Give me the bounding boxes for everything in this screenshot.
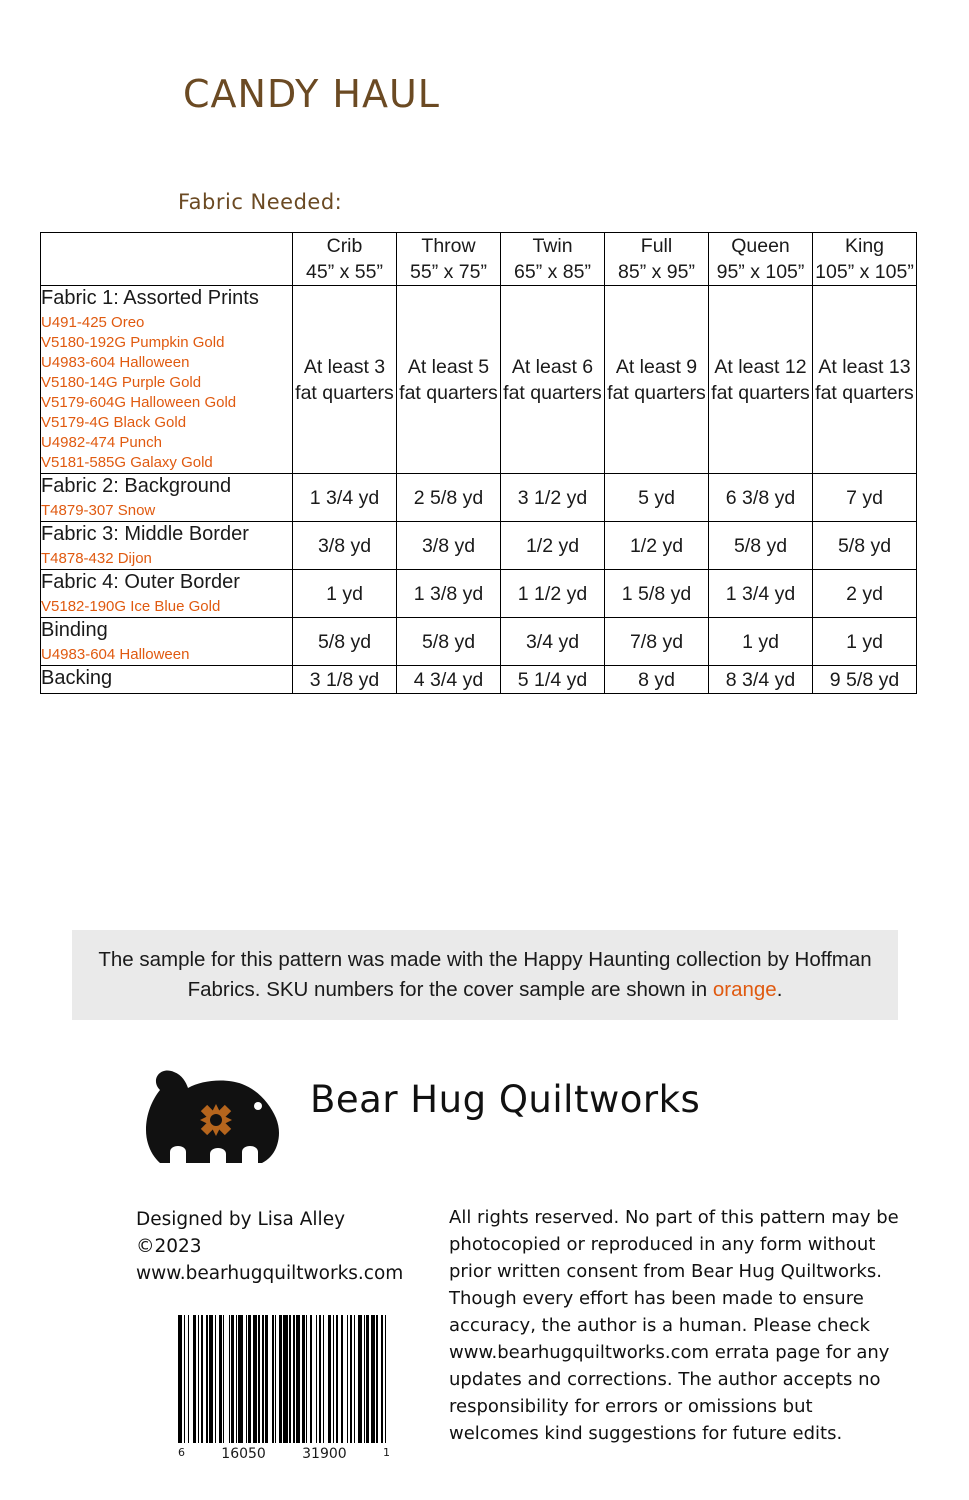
- cell-fabric2-throw: 2 5/8 yd: [397, 474, 501, 522]
- cell-binding-full: 7/8 yd: [605, 618, 709, 666]
- size-name: Crib: [326, 235, 363, 257]
- table-row: [41, 474, 917, 522]
- row-label-fabric-3: [41, 522, 293, 570]
- cell-fabric1-throw: At least 5 fat quarters: [397, 286, 501, 474]
- sku-line: T4879-307 Snow: [41, 502, 156, 519]
- cell-fabric2-queen: 6 3/8 yd: [709, 474, 813, 522]
- brand-name: Bear Hug Quiltworks: [310, 1078, 701, 1121]
- barcode-group-1: 16050: [221, 1446, 266, 1462]
- note-highlight: orange: [712, 978, 777, 1001]
- sample-note-box: [72, 930, 898, 1020]
- table-header-queen: [709, 233, 813, 286]
- cell-fabric1-full: At least 9 fat quarters: [605, 286, 709, 474]
- row-label-text: Fabric 2: Background: [41, 475, 232, 497]
- cell-fabric1-twin: At least 6 fat quarters: [501, 286, 605, 474]
- cell-fabric4-full: 1 5/8 yd: [605, 570, 709, 618]
- cell-backing-queen: 8 3/4 yd: [709, 666, 813, 694]
- barcode-right-digit: 1: [382, 1446, 390, 1459]
- cell-binding-king: 1 yd: [813, 618, 917, 666]
- barcode: [178, 1315, 390, 1462]
- size-dims: 65” x 85”: [514, 261, 591, 283]
- designer-line: Designed by Lisa Alley: [136, 1209, 346, 1230]
- sku-line: U4983-604 Halloween: [41, 354, 190, 371]
- table-header-blank: [41, 233, 293, 286]
- table-header-row: [41, 233, 917, 286]
- size-name: Queen: [731, 235, 790, 257]
- bear-logo-icon: [130, 1060, 300, 1170]
- cell-fabric4-crib: 1 yd: [293, 570, 397, 618]
- note-text-before: The sample for this pattern was made with the Happy Haunting collection by Hoffman Fabrics. SKU numbers for the cover sample are shown in: [98, 948, 872, 1001]
- note-text-after: .: [776, 978, 783, 1001]
- sample-note-text: [72, 945, 898, 1005]
- cell-fabric3-crib: 3/8 yd: [293, 522, 397, 570]
- row-label-fabric-2: [41, 474, 293, 522]
- cell-fabric3-queen: 5/8 yd: [709, 522, 813, 570]
- size-dims: 55” x 75”: [410, 261, 487, 283]
- cell-fabric3-twin: 1/2 yd: [501, 522, 605, 570]
- size-name: Twin: [532, 235, 573, 257]
- cell-fabric4-twin: 1 1/2 yd: [501, 570, 605, 618]
- cell-binding-twin: 3/4 yd: [501, 618, 605, 666]
- copyright-line: ©2023: [136, 1236, 202, 1257]
- cell-fabric2-king: 7 yd: [813, 474, 917, 522]
- size-dims: 85” x 95”: [618, 261, 695, 283]
- barcode-left-digit: 6: [178, 1446, 185, 1459]
- sku-line: V5180-14G Purple Gold: [41, 374, 202, 391]
- table-row: [41, 618, 917, 666]
- cell-fabric2-crib: 1 3/4 yd: [293, 474, 397, 522]
- size-dims: 45” x 55”: [306, 261, 383, 283]
- sku-line: T4878-432 Dijon: [41, 550, 152, 567]
- sku-line: V5182-190G Ice Blue Gold: [41, 598, 221, 615]
- cell-fabric4-queen: 1 3/4 yd: [709, 570, 813, 618]
- cell-fabric4-king: 2 yd: [813, 570, 917, 618]
- size-dims: 95” x 105”: [716, 261, 805, 283]
- sku-line: V5179-4G Black Gold: [41, 414, 187, 431]
- row-label-backing: [41, 666, 293, 694]
- table-header-king: [813, 233, 917, 286]
- cell-fabric3-full: 1/2 yd: [605, 522, 709, 570]
- table-header-twin: [501, 233, 605, 286]
- sku-line: U4983-604 Halloween: [41, 646, 190, 663]
- table-row: [41, 286, 917, 474]
- table-header-full: [605, 233, 709, 286]
- row-label-fabric-4: [41, 570, 293, 618]
- row-label-text: Backing: [41, 667, 113, 689]
- table-row: [41, 666, 917, 694]
- sku-line: V5180-192G Pumpkin Gold: [41, 334, 225, 351]
- page-title: CANDY HAUL: [183, 72, 440, 116]
- brand-logo-row: [130, 1060, 830, 1170]
- row-label-binding: [41, 618, 293, 666]
- size-dims: 105” x 105”: [815, 261, 914, 283]
- cell-backing-king: 9 5/8 yd: [813, 666, 917, 694]
- cell-fabric1-king: At least 13 fat quarters: [813, 286, 917, 474]
- cell-fabric3-throw: 3/8 yd: [397, 522, 501, 570]
- sku-line: V5179-604G Halloween Gold: [41, 394, 237, 411]
- section-subtitle: Fabric Needed:: [178, 190, 343, 214]
- sku-line: U4982-474 Punch: [41, 434, 162, 451]
- cell-binding-queen: 1 yd: [709, 618, 813, 666]
- cell-binding-throw: 5/8 yd: [397, 618, 501, 666]
- cell-fabric2-full: 5 yd: [605, 474, 709, 522]
- table-row: [41, 570, 917, 618]
- legal-text: All rights reserved. No part of this pattern may be photocopied or reproduced in any form without prior written consent from Bear Hug Quiltworks. Though every effort has been made to ensure accuracy, the author is a human. Please check www.bearhugquiltworks.com errata page for any updates and corrections. The author accepts no responsibility for errors or omissions but welcomes kind suggestions for future edits.: [449, 1207, 899, 1444]
- cell-fabric1-queen: At least 12 fat quarters: [709, 286, 813, 474]
- row-label-text: Fabric 3: Middle Border: [41, 523, 249, 545]
- table-header-throw: [397, 233, 501, 286]
- barcode-bars: [178, 1315, 390, 1443]
- cell-binding-crib: 5/8 yd: [293, 618, 397, 666]
- cell-backing-crib: 3 1/8 yd: [293, 666, 397, 694]
- cell-backing-full: 8 yd: [605, 666, 709, 694]
- table-header-crib: [293, 233, 397, 286]
- size-name: King: [844, 235, 885, 257]
- size-name: Full: [640, 235, 673, 257]
- size-name: Throw: [421, 235, 476, 257]
- cell-backing-throw: 4 3/4 yd: [397, 666, 501, 694]
- row-label-text: Binding: [41, 619, 108, 641]
- row-label-text: Fabric 1: Assorted Prints: [41, 287, 259, 309]
- row-label-text: Fabric 4: Outer Border: [41, 571, 240, 593]
- table-row: [41, 522, 917, 570]
- cell-fabric1-crib: At least 3 fat quarters: [293, 286, 397, 474]
- website-line: www.bearhugquiltworks.com: [136, 1263, 404, 1284]
- cell-fabric4-throw: 1 3/8 yd: [397, 570, 501, 618]
- cell-fabric3-king: 5/8 yd: [813, 522, 917, 570]
- fabric-requirements-table: [40, 232, 917, 694]
- credits-block: [136, 1206, 436, 1287]
- cell-fabric2-twin: 3 1/2 yd: [501, 474, 605, 522]
- sku-line: U491-425 Oreo: [41, 314, 145, 331]
- barcode-group-2: 31900: [302, 1446, 347, 1462]
- row-label-fabric-1: [41, 286, 293, 474]
- barcode-digits: [178, 1446, 390, 1462]
- sku-line: V5181-585G Galaxy Gold: [41, 454, 213, 471]
- cell-backing-twin: 5 1/4 yd: [501, 666, 605, 694]
